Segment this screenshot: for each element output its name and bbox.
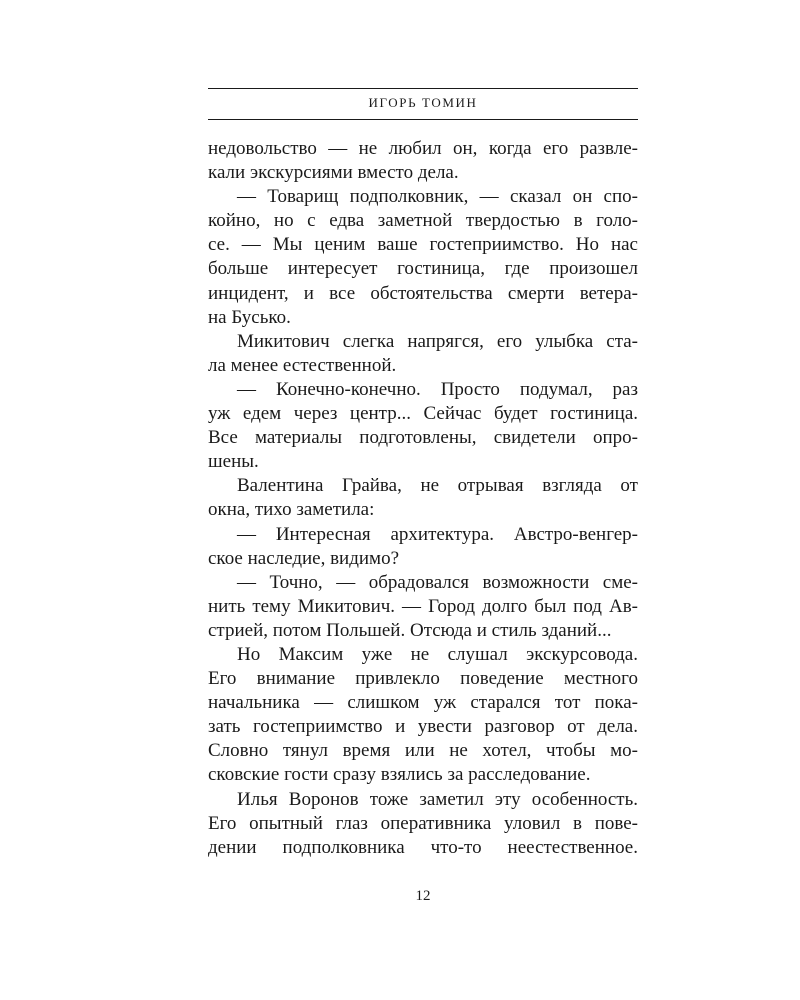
text-line: на Бусько. (208, 306, 291, 328)
text-line: дении подполковника что-то неестественное. (208, 836, 638, 858)
text-line: — Точно, — обрадовался возможности сме- (237, 571, 638, 593)
text-line: Словно тянул время или не хотел, чтобы мо- (208, 740, 638, 762)
text-line: се. — Мы ценим ваше гостеприимство. Но нас (208, 234, 638, 256)
text-line: — Товарищ подполковник, — сказал он спо- (237, 186, 638, 208)
text-line: Валентина Грайва, не отрывая взгляда от (237, 475, 638, 497)
text-line: — Конечно-конечно. Просто подумал, раз (237, 378, 638, 400)
page-number: 12 (415, 888, 431, 904)
header-rule-top (208, 88, 638, 89)
body-text (208, 137, 638, 860)
header-rule-bottom (208, 119, 638, 120)
text-line: шены. (208, 451, 259, 473)
text-line: зать гостеприимство и увести разговор от дела. (208, 716, 638, 738)
text-line: ла менее естественной. (208, 354, 397, 376)
text-line: начальника — слишком уж старался тот пока- (208, 692, 638, 714)
text-line: сковские гости сразу взялись за расследование. (208, 764, 591, 786)
text-line: окна, тихо заметила: (208, 499, 375, 521)
text-line: Микитович слегка напрягся, его улыбка ста- (237, 330, 638, 352)
text-line: нить тему Микитович. — Город долго был под Ав- (208, 595, 638, 617)
text-line: Его опытный глаз оперативника уловил в пове- (208, 812, 638, 834)
text-line: инцидент, и все обстоятельства смерти ветера- (208, 282, 638, 304)
text-line: — Интересная архитектура. Австро-венгер- (237, 523, 638, 545)
text-line: Все материалы подготовлены, свидетели опро- (208, 427, 638, 449)
text-line: больше интересует гостиница, где произошел (208, 258, 638, 280)
text-line: Его внимание привлекло поведение местного (208, 668, 638, 690)
text-line: Илья Воронов тоже заметил эту особенность. (237, 788, 638, 810)
text-line: кали экскурсиями вместо дела. (208, 162, 459, 184)
running-header: ИГОРЬ ТОМИН (368, 95, 478, 110)
text-line: ское наследие, видимо? (208, 547, 400, 569)
text-line: недовольство — не любил он, когда его развле- (208, 138, 638, 159)
text-line: Но Максим уже не слушал экскурсовода. (237, 643, 638, 665)
text-line: стрией, потом Польшей. Отсюда и стиль зданий... (208, 619, 612, 641)
text-line: уж едем через центр... Сейчас будет гостиница. (208, 403, 638, 425)
text-line: койно, но с едва заметной твердостью в голо- (208, 210, 638, 232)
